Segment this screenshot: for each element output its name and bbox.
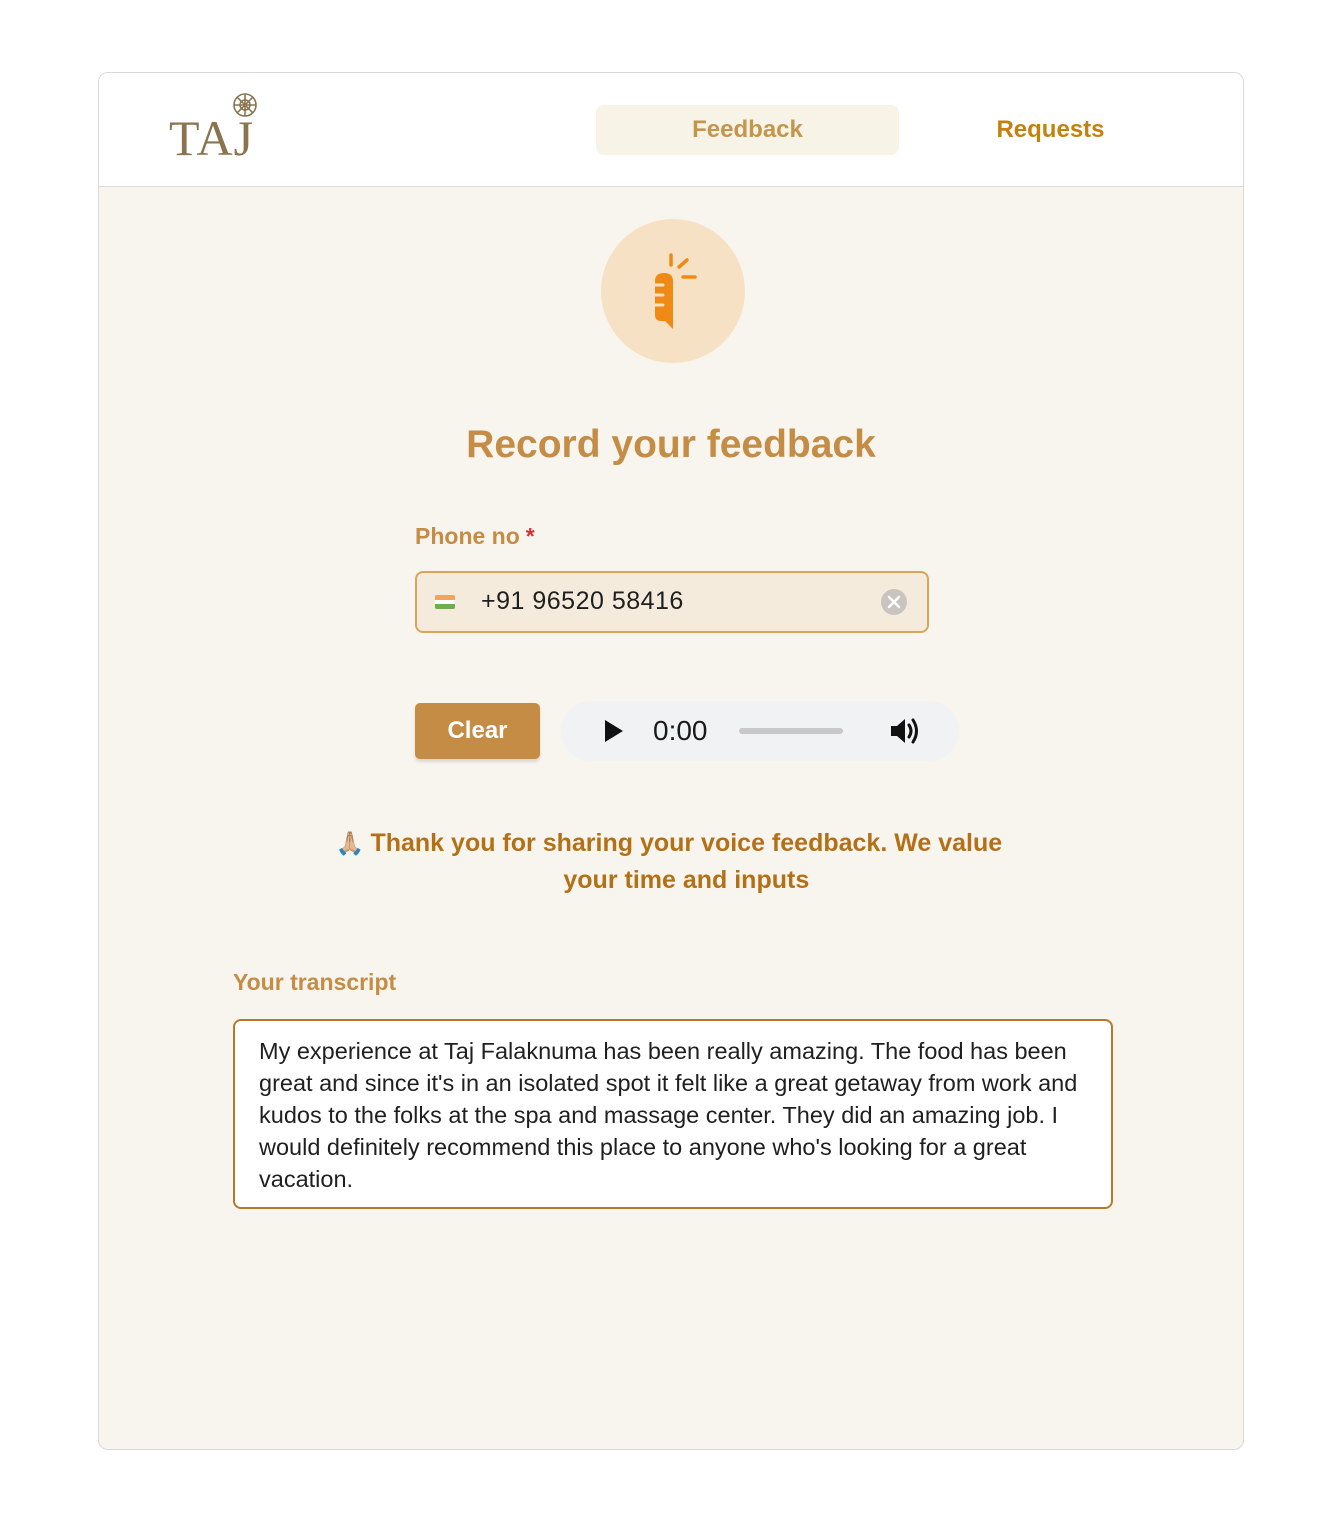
phone-input[interactable] bbox=[415, 571, 929, 633]
voice-feedback-icon bbox=[637, 251, 709, 331]
page-title: Record your feedback bbox=[466, 423, 876, 466]
top-nav bbox=[99, 73, 1243, 187]
taj-logo[interactable] bbox=[169, 91, 269, 173]
phone-label bbox=[415, 523, 535, 550]
volume-icon[interactable] bbox=[889, 715, 923, 747]
transcript-label: Your transcript bbox=[233, 969, 397, 995]
thank-you-text: Thank you for sharing your voice feedback. We value your time and inputs bbox=[370, 829, 1003, 894]
audio-time: 0:00 bbox=[653, 715, 708, 746]
clear-circle-icon[interactable] bbox=[881, 589, 907, 615]
app-window bbox=[98, 72, 1244, 1450]
tab-requests[interactable]: Requests bbox=[996, 116, 1105, 143]
hero-badge bbox=[601, 219, 745, 363]
clear-button[interactable]: Clear bbox=[415, 703, 540, 759]
phone-label-text: Phone no bbox=[415, 523, 520, 549]
praying-hands-icon: 🙏🏼 bbox=[335, 830, 365, 856]
logo-text: TAJ bbox=[169, 110, 255, 166]
phone-value[interactable]: +91 96520 58416 bbox=[481, 587, 684, 615]
audio-progress-slider[interactable] bbox=[739, 728, 843, 734]
play-icon[interactable] bbox=[603, 718, 625, 744]
tab-feedback[interactable]: Feedback bbox=[596, 105, 899, 155]
india-flag-icon[interactable] bbox=[435, 595, 455, 609]
transcript-textarea[interactable]: My experience at Taj Falaknuma has been really amazing. The food has been great and since it's in an isolated spot it felt like a great getaway from work and kudos to the folks at the spa and massage center. They did an amazing job. I would definitely recommend this place to anyone who's looking for a great vacation. bbox=[233, 1019, 1113, 1209]
audio-player bbox=[561, 701, 959, 761]
thank-you-message bbox=[99, 825, 1243, 899]
required-marker: * bbox=[525, 523, 535, 549]
